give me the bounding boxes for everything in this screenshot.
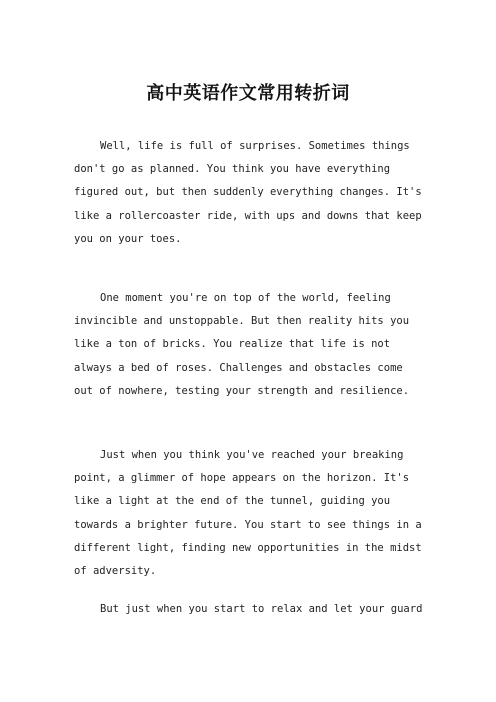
paragraph-2: One moment you're on top of the world, feeling invincible and unstoppable. But then reality hits you like a ton of bricks. You realize that life is not always a bed of roses. Challenges and obstacles come out of nowhere, testing your strength and resilience. — [74, 292, 410, 397]
paragraph-1: Well, life is full of surprises. Sometimes things don't go as planned. You think you have everything figured out, but then suddenly everything changes. It's like a rollercoaster ride, with ups and downs that keep you on your toes. — [74, 140, 422, 245]
paragraph-3: Just when you think you've reached your breaking point, a glimmer of hope appears on the horizon. It's like a light at the end of the tunnel, guiding you towards a brighter future. You start to see things in a different light, finding new opportunities in the midst of adversity. — [74, 449, 422, 578]
document-title: 高中英语作文常用转折词 — [146, 83, 350, 104]
paragraph-4: But just when you start to relax and let your guard — [100, 603, 423, 615]
